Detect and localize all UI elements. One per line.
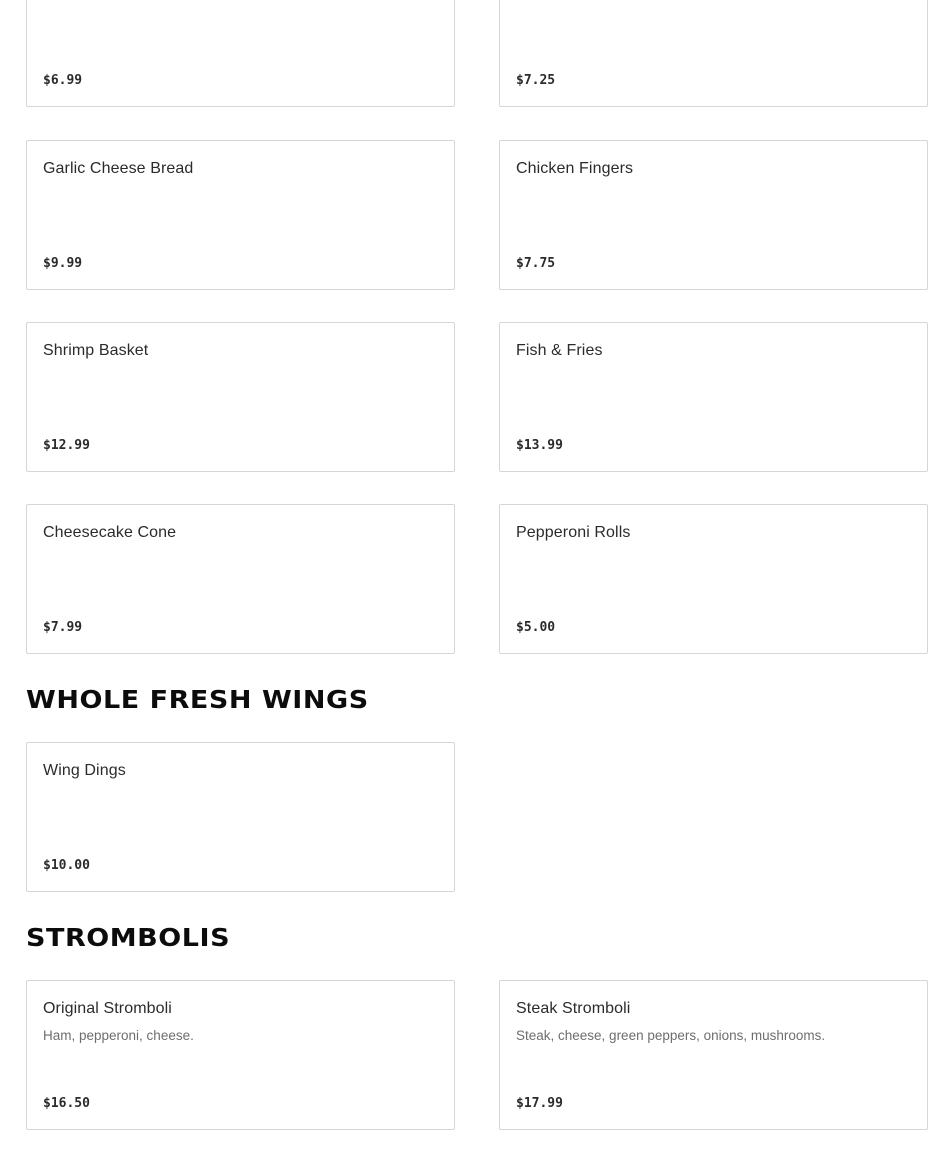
item-price: $7.75 [516,256,556,271]
menu-item-card[interactable] [499,0,928,107]
item-name: Pepperoni Rolls [516,524,631,541]
section-heading-strombolis: STROMBOLIS [26,923,231,952]
item-name: Wing Dings [43,762,126,779]
section-heading-wings: WHOLE FRESH WINGS [26,685,369,714]
menu-item-card[interactable] [26,140,455,290]
item-name: Fish & Fries [516,342,603,359]
item-name: Chicken Fingers [516,160,634,177]
item-name: Shrimp Basket [43,342,149,359]
menu-item-card[interactable] [499,322,928,472]
menu-item-card[interactable] [26,980,455,1130]
item-price: $17.99 [516,1096,563,1111]
item-name: Garlic Cheese Bread [43,160,194,177]
menu-item-card[interactable] [499,140,928,290]
menu-item-card[interactable] [499,980,928,1130]
item-description: Ham, pepperoni, cheese. [43,1028,194,1043]
item-price: $9.99 [43,256,83,271]
item-description: Steak, cheese, green peppers, onions, mushrooms. [516,1028,826,1043]
menu-item-card[interactable] [26,742,455,892]
menu-item-card[interactable] [26,504,455,654]
menu-item-card[interactable] [26,0,455,107]
item-price: $6.99 [43,73,83,88]
item-price: $13.99 [516,438,563,453]
item-price: $16.50 [43,1096,90,1111]
item-price: $10.00 [43,858,90,873]
item-price: $12.99 [43,438,90,453]
item-price: $7.99 [43,620,83,635]
menu-item-card[interactable] [499,504,928,654]
item-name: Cheesecake Cone [43,524,177,541]
item-price: $5.00 [516,620,556,635]
menu-item-card[interactable] [26,322,455,472]
item-name: Steak Stromboli [516,1000,631,1017]
item-price: $7.25 [516,73,556,88]
item-name: Original Stromboli [43,1000,172,1017]
